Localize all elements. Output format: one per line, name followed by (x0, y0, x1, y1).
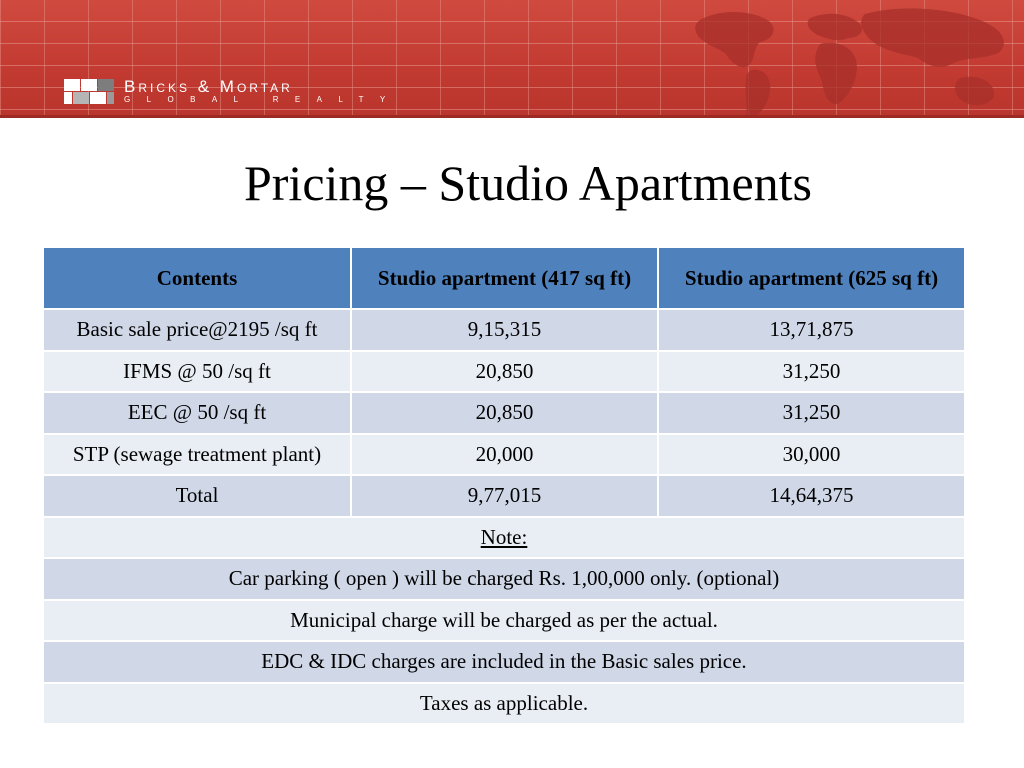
pricing-table (42, 246, 966, 725)
page-title: Pricing – Studio Apartments (243, 155, 813, 211)
logo-bricks-icon (64, 79, 114, 105)
note-heading-row (43, 517, 965, 559)
note-row (43, 600, 965, 642)
note-text: Taxes as applicable. (43, 683, 965, 725)
row-value-625: 14,64,375 (658, 475, 965, 517)
row-value-625: 31,250 (658, 351, 965, 393)
row-value-417: 20,850 (351, 351, 658, 393)
logo-name: Bricks & Mortar (124, 77, 293, 96)
row-value-417: 9,15,315 (351, 309, 658, 351)
row-value-625: 31,250 (658, 392, 965, 434)
header-contents: Contents (43, 247, 351, 309)
header-banner (0, 0, 1024, 118)
table-row (43, 309, 965, 351)
table-row-total (43, 475, 965, 517)
table-header-row (43, 247, 965, 309)
banner-divider (0, 115, 1024, 118)
note-text: EDC & IDC charges are included in the Basic sales price. (43, 641, 965, 683)
logo-subtitle: GLOBAL REALTY (124, 95, 402, 104)
row-label: STP (sewage treatment plant) (43, 434, 351, 476)
row-label: IFMS @ 50 /sq ft (43, 351, 351, 393)
table-row (43, 434, 965, 476)
header-studio-417: Studio apartment (417 sq ft) (351, 247, 658, 309)
note-row (43, 558, 965, 600)
note-text: Municipal charge will be charged as per the actual. (43, 600, 965, 642)
note-text: Car parking ( open ) will be charged Rs. 1,00,000 only. (optional) (43, 558, 965, 600)
row-value-417: 20,850 (351, 392, 658, 434)
row-label: Total (43, 475, 351, 517)
row-label: EEC @ 50 /sq ft (43, 392, 351, 434)
header-studio-625: Studio apartment (625 sq ft) (658, 247, 965, 309)
note-label: Note: (43, 517, 965, 559)
company-logo (64, 78, 402, 106)
table-row (43, 392, 965, 434)
row-value-625: 13,71,875 (658, 309, 965, 351)
row-label: Basic sale price@2195 /sq ft (43, 309, 351, 351)
note-row (43, 683, 965, 725)
note-row (43, 641, 965, 683)
row-value-625: 30,000 (658, 434, 965, 476)
world-map-graphic (660, 0, 1024, 118)
table-row (43, 351, 965, 393)
row-value-417: 20,000 (351, 434, 658, 476)
row-value-417: 9,77,015 (351, 475, 658, 517)
